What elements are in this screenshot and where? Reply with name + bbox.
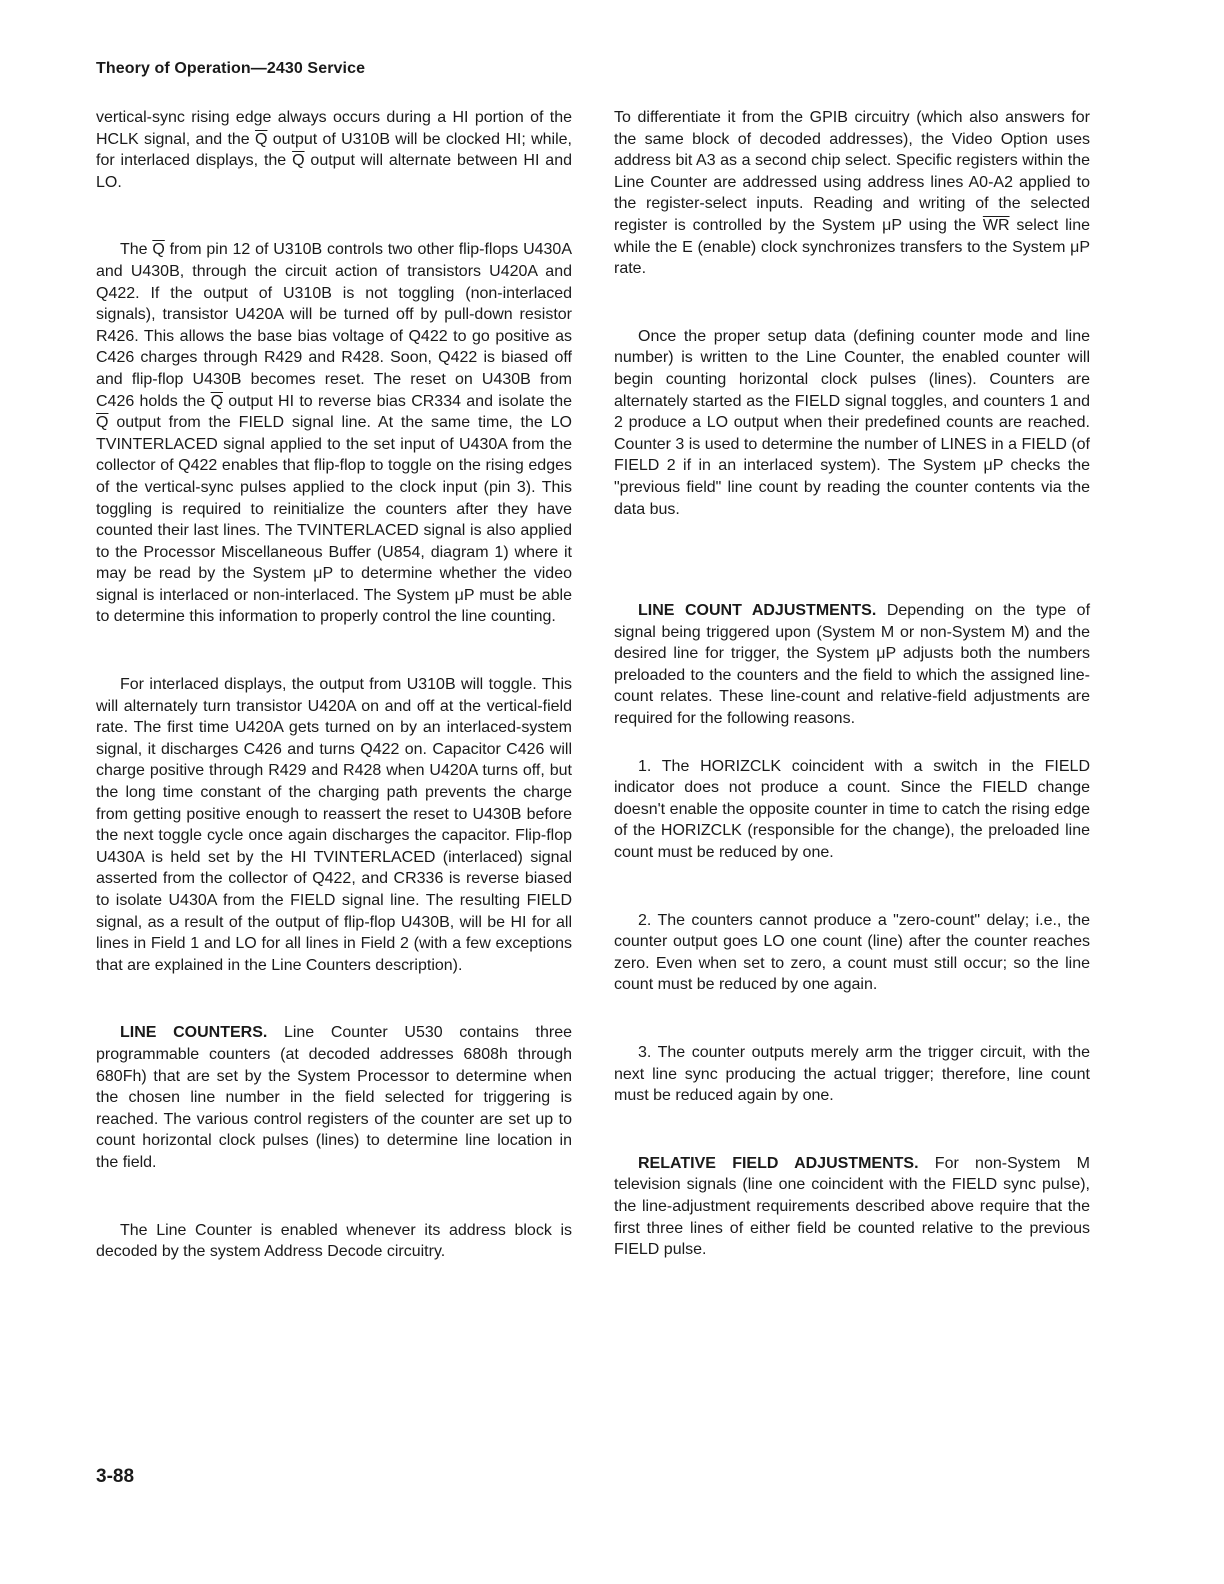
- list-item-reason-3: 3. The counter outputs merely arm the trigger circuit, with the next line sync producing the actual trigger; therefore, line count must be reduced again by one.: [614, 1044, 1090, 1105]
- right-column: [614, 107, 1090, 1261]
- q-bar-signal: $\overline{Q}$: [96, 414, 109, 432]
- q-bar-signal: $\overline{Q}$: [292, 152, 305, 170]
- text-run: For non-System M television signals (line one coincident with the FIELD sync pulse), the line-adjustment requirements described above require that the first three lines of either field be counted relative to the previous FIELD pulse.: [614, 1154, 1090, 1259]
- paragraph-gpib-differentiation: [614, 107, 1090, 280]
- section-run-in-heading: LINE COUNTERS.: [120, 1024, 268, 1042]
- list-item-reason-1: 1. The HORIZCLK coincident with a switch in the FIELD indicator does not produce a count. Since the FIELD change doesn't enable the opposite counter in time to catch the rising edge of the HORIZCLK (responsible for the change), the preloaded line count must be reduced by one.: [614, 757, 1090, 862]
- wr-bar-signal: $\overline{WR}$: [982, 216, 1010, 234]
- paragraph-interlaced-displays: For interlaced displays, the output from U310B will toggle. This will alternately turn transistor U420A on and off at the vertical-field rate. The first time U420A gets turned on by an interlaced-system signal, it discharges C426 and turns Q422 on. Capacitor C426 will charge positive through R429 and R428 when U420A turns off, but the long time constant of the charging path prevents the charge from getting positive enough to reassert the reset to U430B before the next toggle cycle once again discharges the capacitor. Flip-flop U430A is held set by the HI TVINTERLACED (interlaced) signal asserted from the collector of Q422, and CR336 is reverse biased to isolate U430A from the FIELD signal line. The resulting FIELD signal, as a result of the output of flip-flop U430B, will be HI for all lines in Field 1 and LO for all lines in Field 2 (with a few exceptions that are explained in the Line Counters description).: [96, 676, 572, 974]
- left-column: [96, 107, 572, 1263]
- list-item-reason-2: 2. The counters cannot produce a "zero-count" delay; i.e., the counter output goes LO one count (line) after the counter reaches zero. Even when set to zero, a count must still occur; so the line count must be reduced by one again.: [614, 911, 1090, 994]
- paragraph-line-counters: [96, 1022, 572, 1173]
- paragraph-relative-field-adjustments: [614, 1153, 1090, 1261]
- text-run: output HI to reverse bias CR334 and isolate the: [223, 392, 572, 410]
- text-run: output of U310B will be clocked HI; while, for interlaced displays, the: [96, 130, 572, 170]
- text-run: The: [120, 241, 153, 259]
- text-run: To differentiate it from the GPIB circuitry (which also answers for the same block of decoded addresses), the Video Option uses address bit A3 as a second chip select. Specific registers within the Line Counter are addressed using address lines A0-A2 applied to the register-select inputs. Reading and writing of the selected register is controlled by the System μP using the: [614, 109, 1090, 234]
- text-run: from pin 12 of U310B controls two other flip-flops U430A and U430B, through the circuit action of transistors U420A and Q422. If the output of U310B is not toggling (non-interlaced signals), transistor U420A will be turned off by pull-down resistor R426. This allows the base bias voltage of Q422 to go positive as C426 charges through R429 and R428. Soon, Q422 is biased off and flip-flop U430B becomes reset. The reset on U430B from C426 holds the: [96, 241, 572, 410]
- paragraph-flip-flop-control: [96, 239, 572, 628]
- q-bar-signal: $\overline{Q}$: [152, 241, 165, 259]
- text-run: output will alternate between HI and LO.: [96, 152, 572, 191]
- text-run: Depending on the type of signal being triggered upon (System M or non-System M) and the desired line for trigger, the System μP adjusts both the numbers preloaded to the counters and the field to which the assigned line-count relates. These line-count and relative-field adjustments are required for the following reasons.: [614, 602, 1091, 728]
- section-run-in-heading: RELATIVE FIELD ADJUSTMENTS.: [638, 1154, 919, 1172]
- text-run: vertical-sync rising edge always occurs during a HI portion of the HCLK signal, and the: [96, 109, 572, 148]
- page-header: Theory of Operation—2430 Service: [96, 60, 366, 77]
- paragraph-qbar-output: [96, 107, 572, 193]
- q-bar-signal: $\overline{Q}$: [254, 130, 268, 148]
- paragraph-setup-data: Once the proper setup data (defining counter mode and line number) is written to the Line Counter, the enabled counter will begin counting horizontal clock pulses (lines). Counters are alternately started as the FIELD signal toggles, and counters 1 and 2 produce a LO output when their predefined counts are reached. Counter 3 is used to determine the number of LINES in a FIELD (of FIELD 2 if in an interlaced system). The System μP checks the "previous field" line count by reading the counter contents via the data bus.: [614, 327, 1090, 518]
- page-number: 3-88: [96, 1466, 135, 1487]
- section-run-in-heading: LINE COUNT ADJUSTMENTS.: [638, 602, 877, 620]
- text-run: output from the FIELD signal line. At the same time, the LO TVINTERLACED signal applied to the set input of U430A from the collector of Q422 enables that flip-flop to toggle on the rising edges of the vertical-sync pulses applied to the clock input (pin 3). This toggling is required to reinitialize the counters after they have counted their last lines. The TVINTERLACED signal is also applied to the Processor Miscellaneous Buffer (U854, diagram 1) where it may be read by the System μP to determine whether the video signal is interlaced or non-interlaced. The System μP must be able to determine this information to properly control the line counting.: [96, 414, 572, 626]
- text-run: select line while the E (enable) clock synchronizes transfers to the System μP rate.: [614, 216, 1090, 278]
- text-run: Line Counter U530 contains three programmable counters (at decoded addresses 6808h through 680Fh) that are set by the System Processor to determine when the chosen line number in the field selected for triggering is reached. The various control registers of the counter are set up to count horizontal clock pulses (lines) to determine line location in the field.: [96, 1024, 572, 1171]
- paragraph-line-counter-enable: The Line Counter is enabled whenever its address block is decoded by the system Address Decode circuitry.: [96, 1221, 572, 1261]
- paragraph-line-count-adjustments: [614, 600, 1090, 730]
- q-bar-signal: $\overline{Q}$: [210, 392, 224, 410]
